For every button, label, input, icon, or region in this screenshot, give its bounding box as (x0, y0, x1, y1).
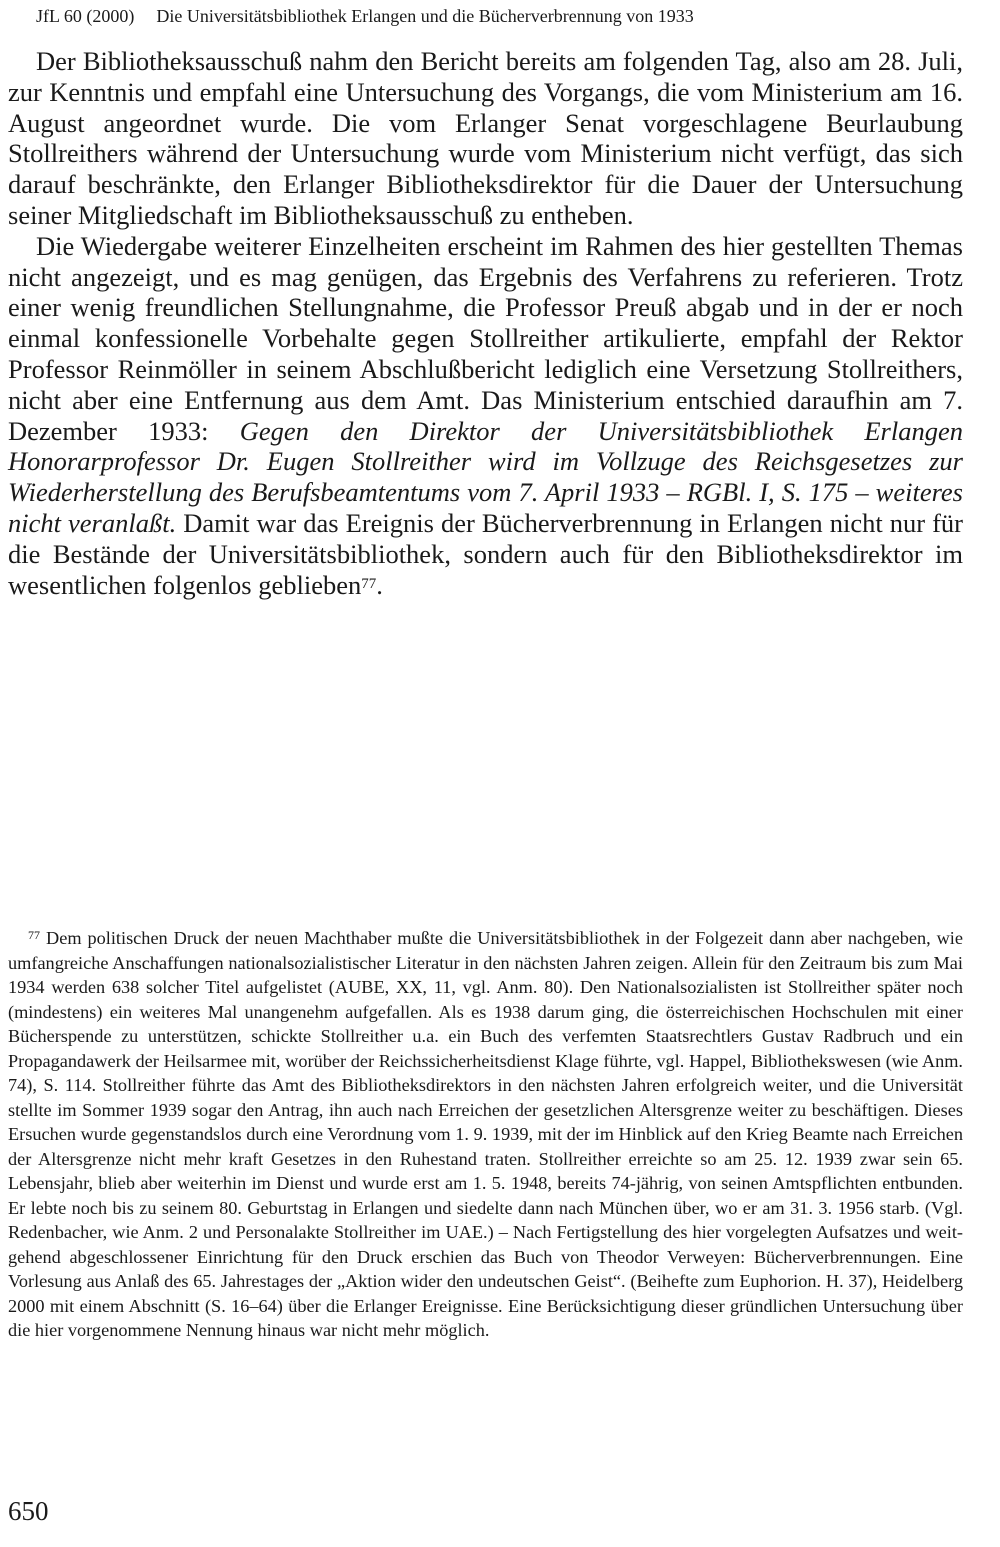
running-head-journal: JfL 60 (2000) (36, 6, 135, 26)
main-text (8, 46, 963, 600)
running-head-title: Die Universitätsbibliothek Erlangen und die Bücherverbrennung von 1933 (156, 6, 694, 26)
page-number: 650 (8, 1496, 49, 1526)
footnote-reference[interactable]: 77 (361, 575, 377, 592)
footnote-77 (8, 926, 963, 1343)
footnote-number: 77 (28, 928, 40, 942)
paragraph-2-end: Damit war das Ereignis der Bücherverbrennung in Erlangen nicht nur für die Bestände der Universitätsbibliothek, sondern auch für den Bibliotheksdirektor im wesentlichen folgenlos geblieben (8, 507, 963, 600)
ministry-decision-quote: Gegen den Direktor der Universitätsbibliothek Erlangen Honorarprofessor Dr. Eugen Stollreither wird im Vollzuge des Reichsgesetzes zur Wiederherstellung des Berufsbeamtentums vom 7. April 1933 – RGBl. I, S. 175 – weiteres nicht veranlaßt. (8, 415, 963, 538)
footnote-area (8, 926, 963, 1343)
paragraph-2-start: Die Wiedergabe weiterer Einzelheiten erscheint im Rahmen des hier gestellten Themas nicht angezeigt, und es mag genügen, das Ergebnis des Verfahrens zu referieren. Trotz einer wenig freundlichen Stellungnahme, die Professor Preuß abgab und in der er noch einmal konfessionelle Vorbehalte gegen Stollreither artikulierte, empfahl der Rektor Professor Reinmöller in seinem Abschlußbericht lediglich eine Versetzung Stollreithers, nicht aber eine Entfernung aus dem Amt. Das Ministerium entschied daraufhin am 7. Dezember 1933: (8, 230, 963, 446)
footnote-text: Dem politischen Druck der neuen Machthaber mußte die Universitätsbibliothek in der Folgezeit dann aber nachgeben, wie umfangreiche Anschaffungen nationalsozialistischer Literatur in den nächsten Jahren zeigen. Allein für den Zeitraum bis zum Mai 1934 werden 638 solcher Titel aufgelistet (AUBE, XX, 11, vgl. Anm. 80). Den Nationalsozialisten ist Stollreither später noch (mindestens) ein weiteres Mal unangenehm aufgefallen. Als es 1938 darum ging, die österreichischen Hochschulen mit einer Bücherspende zu unterstützen, schickte Stollreither u.a. ein Buch des verfemten Staatsrechtlers Gustav Radbruch und ein Propagandawerk der Heilsarmee mit, worüber der Reichssicherheitsdienst Klage führte, vgl. Happel, Bibliothekswesen (wie Anm. 74), S. 114. Stollreither führte das Amt des Bibliotheksdirektors in den nächsten Jahren erfolgreich weiter, und die Universität stellte im Sommer 1939 sogar den Antrag, ihn auch nach Erreichen der gesetzlichen Altersgrenze weiter zu beschäftigen. Dieses Ersuchen wurde gegenstandslos durch eine Verordnung vom 1. 9. 1939, mit der im Hinblick auf den Krieg Beamte nach Erreichen der Altersgrenze nicht mehr kraft Gesetzes in den Ruhestand traten. Stollreither erreichte so am 25. 12. 1939 zwar sein 65. Lebensjahr, blieb aber weiterhin im Dienst und wurde erst am 1. 5. 1948, bereits 74-jährig, von seinen Amtspflichten entbunden. Er lebte noch bis zu seinem 80. Geburtstag in Erlangen und siedelte dann nach München über, wo er am 31. 3. 1956 starb. (Vgl. Redenbacher, wie Anm. 2 und Personalakte Stollreither im UAE.) – Nach Fertigstellung des hier vorgelegten Aufsatzes und weitgehend abgeschlossener Einrichtung für den Druck erschien das Buch von Theodor Verweyen: Bücherverbrennungen. Eine Vorlesung aus Anlaß des 65. Jahrestages der „Aktion wider den undeutschen Geist“. (Beihefte zum Euphorion. H. 37), Heidelberg 2000 mit einem Abschnitt (S. 16–64) über die Erlanger Ereignisse. Eine Berücksichtigung dieser gründlichen Untersuchung über die hier vorgenommene Nennung hinaus war nicht mehr möglich. (8, 928, 963, 1340)
paragraph-1: Der Bibliotheksausschuß nahm den Bericht bereits am folgenden Tag, also am 28. Juli, zur Kenntnis und empfahl eine Untersuchung des Vorgangs, die vom Ministerium am 16. August angeordnet wurde. Die vom Erlanger Senat vorgeschlagene Beurlaubung Stollreithers während der Untersuchung wurde vom Ministerium nicht verfügt, das sich darauf beschränkte, den Erlanger Bibliotheksdirektor für die Dauer der Untersuchung seiner Mitgliedschaft im Bibliotheksausschuß zu entheben. (8, 46, 963, 230)
running-head (36, 4, 694, 28)
paragraph-2: Die Wiedergabe weiterer Einzelheiten erscheint im Rahmen des hier gestellten Themas nicht angezeigt, und es mag genügen, das Ergebnis des Verfahrens zu referieren. Trotz einer wenig freundlichen Stellungnahme, die Professor Preuß abgab und in der er noch einmal konfessionelle Vorbehalte gegen Stollreither artikulierte, empfahl der Rektor Professor Reinmöller in seinem Abschlußbericht lediglich eine Versetzung Stollreithers, nicht aber eine Entfernung aus dem Amt. Das Ministerium entschied daraufhin am 7. Dezember 1933: Gegen den Direktor der Universitätsbibliothek Erlangen Honorarprofessor Dr. Eugen Stollreither wird im Vollzuge des Reichsgesetzes zur Wiederherstellung des Berufsbeamtentums vom 7. April 1933 – RGBl. I, S. 175 – weiteres nicht veranlaßt. Damit war das Ereignis der Bücherverbrennung in Erlangen nicht nur für die Bestände der Universitätsbibliothek, sondern auch für den Bibliotheksdirektor im wesentlichen folgenlos geblieben$^{77}$. (8, 230, 963, 600)
